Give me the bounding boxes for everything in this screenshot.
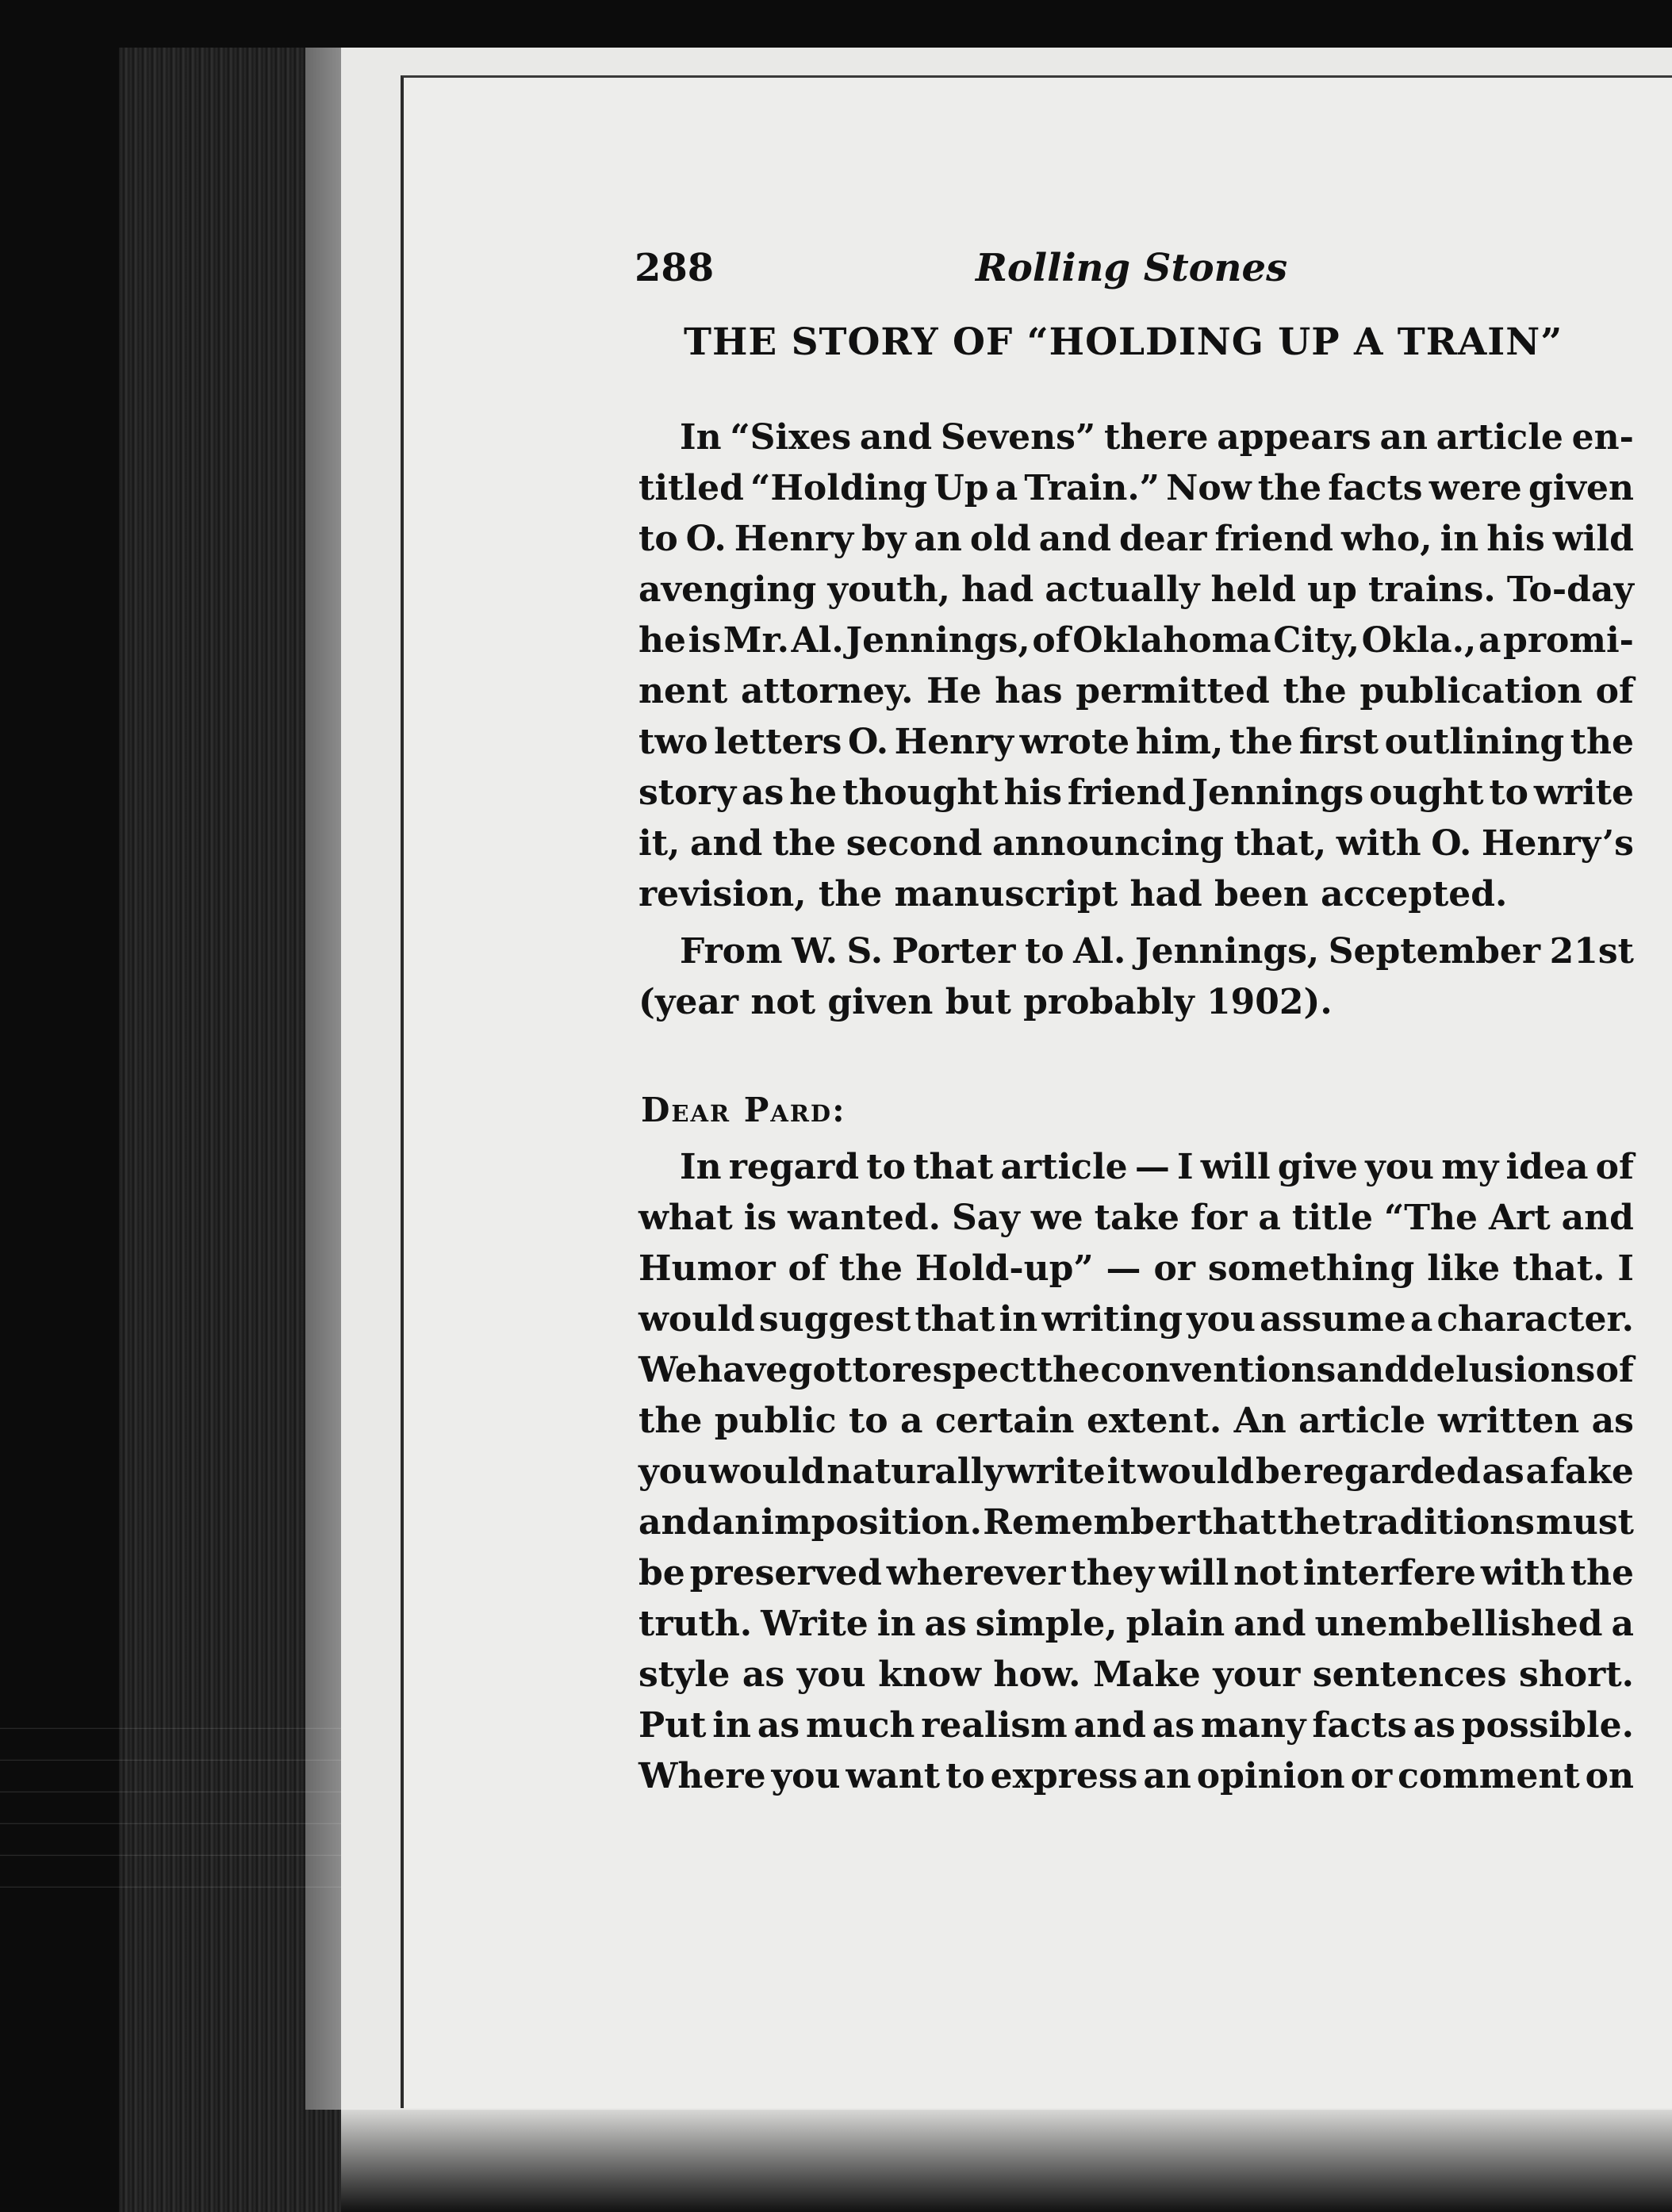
text-line	[639, 717, 1634, 768]
word: like	[1427, 1248, 1501, 1289]
word: Hold-up”	[915, 1248, 1094, 1289]
word: as	[1152, 1705, 1195, 1746]
text-line	[639, 1447, 1634, 1497]
word: Al.	[791, 620, 844, 661]
word: it,	[639, 823, 681, 864]
word: an	[914, 519, 962, 559]
word: youth,	[827, 569, 950, 610]
word: his	[1003, 772, 1062, 813]
word: and	[1233, 1604, 1306, 1644]
word: that.	[1513, 1248, 1605, 1289]
word: of	[1032, 620, 1071, 661]
word: Sevens”	[940, 417, 1096, 458]
word: you	[1187, 1299, 1256, 1340]
word: as	[757, 1705, 800, 1746]
word: article	[1436, 417, 1563, 458]
word: and	[859, 417, 933, 458]
word: Al.	[1073, 931, 1126, 972]
word: you	[639, 1451, 708, 1492]
word: Henry	[734, 519, 854, 559]
word: given	[1528, 468, 1634, 508]
word: is	[688, 620, 722, 661]
text-line	[639, 1599, 1634, 1650]
word: an	[711, 1502, 761, 1543]
word: of	[1595, 671, 1634, 711]
word: for	[1190, 1198, 1248, 1238]
letter-salutation: Dear Pard:	[641, 1091, 846, 1129]
text-line	[639, 1396, 1634, 1447]
word: that,	[1233, 823, 1327, 864]
word: S.	[846, 931, 884, 972]
word: Say	[951, 1198, 1020, 1238]
word: letters	[714, 722, 842, 762]
text-line	[639, 1700, 1634, 1751]
word: Mr.	[723, 620, 789, 661]
text-line	[639, 1244, 1634, 1294]
text-line	[639, 1142, 1634, 1193]
paper-bottom-shadow	[341, 2110, 1672, 2212]
word: truth.	[639, 1604, 753, 1644]
word: a	[1525, 1451, 1549, 1492]
text-line	[639, 1193, 1634, 1244]
word: we	[1030, 1198, 1083, 1238]
word: not	[1233, 1553, 1298, 1593]
word: and	[1336, 1350, 1409, 1390]
word: in	[712, 1705, 751, 1746]
word: an	[1143, 1756, 1191, 1796]
word: —	[1134, 1147, 1170, 1187]
text-line	[639, 1650, 1634, 1700]
word: opinion	[1196, 1756, 1345, 1796]
running-head	[635, 246, 1634, 309]
word: up	[1307, 569, 1357, 610]
word: and	[1073, 1705, 1146, 1746]
word: the	[639, 1401, 703, 1441]
word: much	[806, 1705, 915, 1746]
word: express	[990, 1756, 1138, 1796]
word: must	[1536, 1502, 1634, 1543]
word: take	[1094, 1198, 1179, 1238]
word: He	[926, 671, 982, 711]
word: dear	[1119, 519, 1207, 559]
word: who,	[1341, 519, 1432, 559]
word: of	[788, 1248, 826, 1289]
word: have	[697, 1350, 788, 1390]
word: as	[924, 1604, 967, 1644]
text-line	[639, 1751, 1634, 1802]
word: facts	[1312, 1705, 1407, 1746]
word: give	[1277, 1147, 1358, 1187]
word: or	[1350, 1756, 1393, 1796]
word: promi-	[1503, 620, 1634, 661]
word: it	[1106, 1451, 1137, 1492]
word: that	[913, 1147, 994, 1187]
running-title: Rolling Stones	[976, 246, 1288, 290]
word: your	[1213, 1654, 1301, 1695]
text-line: revision, the manuscript had been accepted.	[639, 874, 1508, 914]
text-line	[639, 565, 1634, 615]
word: City,	[1273, 620, 1360, 661]
word: fake	[1549, 1451, 1634, 1492]
word: a	[1478, 620, 1501, 661]
word: regarded	[1303, 1451, 1481, 1492]
word: Write	[761, 1604, 869, 1644]
word: announcing	[991, 823, 1225, 864]
word: Porter	[892, 931, 1016, 972]
word: a	[1258, 1198, 1281, 1238]
word: realism	[921, 1705, 1068, 1746]
word: that	[915, 1299, 995, 1340]
word: sentences	[1312, 1654, 1507, 1695]
word: would	[1137, 1451, 1255, 1492]
word: In	[680, 417, 722, 458]
word: want	[846, 1756, 941, 1796]
text-line	[639, 1294, 1634, 1345]
word: assume	[1260, 1299, 1406, 1340]
word: as	[742, 1654, 785, 1695]
word: be	[1255, 1451, 1302, 1492]
word: to	[848, 1401, 888, 1441]
word: possible.	[1461, 1705, 1634, 1746]
word: him,	[1135, 722, 1224, 762]
word: there	[1103, 417, 1209, 458]
word: O.	[1431, 823, 1472, 864]
word: to	[1489, 772, 1529, 813]
word: you	[1365, 1147, 1435, 1187]
word: avenging	[639, 569, 817, 610]
word: Henry	[894, 722, 1014, 762]
word: wanted.	[788, 1198, 941, 1238]
word: Train.”	[1024, 468, 1160, 508]
word: got	[788, 1350, 853, 1390]
text-line: (year not given but probably 1902).	[639, 982, 1333, 1022]
intro-paragraph	[639, 412, 1634, 920]
word: something	[1207, 1248, 1415, 1289]
word: in	[876, 1604, 916, 1644]
inner-page	[401, 75, 1672, 2108]
word: facts	[1328, 468, 1423, 508]
word: to	[852, 1350, 892, 1390]
word: you	[796, 1654, 866, 1695]
word: wherever	[886, 1553, 1066, 1593]
word: “Holding	[750, 468, 928, 508]
word: friend	[1214, 519, 1334, 559]
word: know	[878, 1654, 981, 1695]
word: To-day	[1506, 569, 1634, 610]
word: the	[1277, 1502, 1341, 1543]
word: titled	[639, 468, 744, 508]
word: suggest	[758, 1299, 911, 1340]
text-line	[639, 926, 1634, 977]
letter-paragraph	[639, 1142, 1634, 1802]
word: I	[1176, 1147, 1194, 1187]
word: a	[1611, 1604, 1634, 1644]
word: certain	[935, 1401, 1075, 1441]
word: the	[1283, 671, 1347, 711]
text-line	[639, 1497, 1634, 1548]
word: publication	[1359, 671, 1583, 711]
word: his	[1486, 519, 1545, 559]
word: Jennings	[1191, 772, 1364, 813]
word: with	[1336, 823, 1421, 864]
word: to	[1024, 931, 1064, 972]
word: the	[1570, 1553, 1634, 1593]
word: —	[1106, 1248, 1141, 1289]
word: the	[838, 1248, 903, 1289]
word: Jennings,	[1134, 931, 1320, 972]
word: of	[1595, 1147, 1634, 1187]
word: Oklahoma	[1072, 620, 1271, 661]
word: simple,	[975, 1604, 1118, 1644]
word: Remember	[983, 1502, 1195, 1543]
word: will	[1159, 1553, 1229, 1593]
word: a	[995, 468, 1018, 508]
text-line	[639, 1345, 1634, 1396]
word: a	[1409, 1299, 1433, 1340]
word: delusions	[1409, 1350, 1596, 1390]
word: wild	[1552, 519, 1634, 559]
word: outlining	[1384, 722, 1565, 762]
word: friend	[1067, 772, 1187, 813]
word: of	[1595, 1350, 1634, 1390]
word: as	[1482, 1451, 1524, 1492]
word: naturally	[826, 1451, 1004, 1492]
word: traditions	[1342, 1502, 1535, 1543]
word: wrote	[1019, 722, 1130, 762]
word: imposition.	[761, 1502, 982, 1543]
word: story	[639, 772, 737, 813]
word: the	[1036, 1350, 1101, 1390]
text-line	[639, 463, 1634, 514]
word: September	[1328, 931, 1541, 972]
text-line	[639, 615, 1634, 666]
word: an	[1379, 417, 1428, 458]
word: thought	[842, 772, 999, 813]
word: how.	[993, 1654, 1081, 1695]
word: will	[1200, 1147, 1271, 1187]
word: first	[1298, 722, 1379, 762]
word: “Sixes	[730, 417, 852, 458]
word: regard	[728, 1147, 860, 1187]
word: they	[1070, 1553, 1155, 1593]
word: Where	[639, 1756, 766, 1796]
word: you	[771, 1756, 841, 1796]
word: article	[1000, 1147, 1128, 1187]
word: nent	[639, 671, 728, 711]
word: en-	[1571, 417, 1634, 458]
word: ought	[1369, 772, 1484, 813]
word: writing	[1041, 1299, 1183, 1340]
word: by	[861, 519, 907, 559]
text-line	[639, 818, 1634, 869]
word: W.	[792, 931, 838, 972]
word: appears	[1217, 417, 1371, 458]
word: be	[639, 1553, 685, 1593]
source-paragraph	[639, 926, 1634, 1028]
word: “The	[1383, 1198, 1478, 1238]
word: Henry’s	[1481, 823, 1634, 864]
word: attorney.	[740, 671, 914, 711]
word: actually	[1045, 569, 1200, 610]
word: interfere	[1302, 1553, 1476, 1593]
word: trains.	[1367, 569, 1496, 610]
word: Up	[934, 468, 989, 508]
word: what	[639, 1198, 733, 1238]
word: has	[995, 671, 1063, 711]
word: We	[639, 1350, 697, 1390]
word: write	[1533, 772, 1634, 813]
word: unembellished	[1314, 1604, 1603, 1644]
word: to	[866, 1147, 906, 1187]
text-line	[639, 514, 1634, 565]
word: extent.	[1086, 1401, 1222, 1441]
word: old	[969, 519, 1031, 559]
word: write	[1005, 1451, 1106, 1492]
word: to	[639, 519, 678, 559]
word: Make	[1093, 1654, 1201, 1695]
word: Put	[639, 1705, 707, 1746]
word: character.	[1436, 1299, 1634, 1340]
word: as	[742, 772, 784, 813]
scan-stripes	[0, 1697, 349, 1888]
word: or	[1153, 1248, 1195, 1289]
word: second	[846, 823, 983, 864]
word: the	[772, 823, 837, 864]
word: Humor	[639, 1248, 776, 1289]
word: with	[1480, 1553, 1566, 1593]
page-number: 288	[635, 246, 715, 290]
word: and	[1038, 519, 1111, 559]
word: and	[689, 823, 763, 864]
word: that	[1196, 1502, 1277, 1543]
word: short.	[1519, 1654, 1634, 1695]
word: public	[714, 1401, 837, 1441]
word: style	[639, 1654, 731, 1695]
word: I	[1617, 1248, 1634, 1289]
word: two	[639, 722, 708, 762]
word: the	[1229, 722, 1294, 762]
word: O.	[685, 519, 727, 559]
word: is	[743, 1198, 777, 1238]
text-line	[639, 412, 1634, 463]
word: In	[680, 1147, 722, 1187]
word: article	[1298, 1401, 1426, 1441]
word: and	[639, 1502, 711, 1543]
word: would	[639, 1299, 755, 1340]
word: a	[900, 1401, 923, 1441]
word: to	[945, 1756, 985, 1796]
word: were	[1428, 468, 1522, 508]
word: the	[1570, 722, 1634, 762]
word: From	[680, 931, 783, 972]
text-line	[639, 666, 1634, 717]
word: permitted	[1076, 671, 1270, 711]
word: and	[1561, 1198, 1634, 1238]
word: in	[999, 1299, 1038, 1340]
word: as	[1591, 1401, 1634, 1441]
word: preserved	[689, 1553, 882, 1593]
word: O.	[847, 722, 889, 762]
text-line	[639, 768, 1634, 818]
word: comment	[1398, 1756, 1580, 1796]
word: Okla.,	[1361, 620, 1477, 661]
word: would	[708, 1451, 826, 1492]
word: as	[1413, 1705, 1455, 1746]
word: Art	[1489, 1198, 1551, 1238]
word: Jennings,	[846, 620, 1030, 661]
word: in	[1440, 519, 1479, 559]
word: respect	[892, 1350, 1037, 1390]
word: idea	[1505, 1147, 1589, 1187]
section-heading: THE STORY OF “HOLDING UP A TRAIN”	[684, 320, 1563, 364]
word: conventions	[1100, 1350, 1336, 1390]
word: held	[1210, 569, 1297, 610]
word: 21st	[1549, 931, 1634, 972]
word: plain	[1126, 1604, 1225, 1644]
word: on	[1585, 1756, 1634, 1796]
word: An	[1233, 1401, 1287, 1441]
word: he	[639, 620, 686, 661]
text-line	[639, 1548, 1634, 1599]
word: had	[961, 569, 1034, 610]
word: my	[1441, 1147, 1499, 1187]
word: many	[1200, 1705, 1306, 1746]
word: the	[1257, 468, 1322, 508]
word: he	[789, 772, 838, 813]
word: title	[1291, 1198, 1373, 1238]
word: Now	[1166, 468, 1252, 508]
word: written	[1437, 1401, 1580, 1441]
